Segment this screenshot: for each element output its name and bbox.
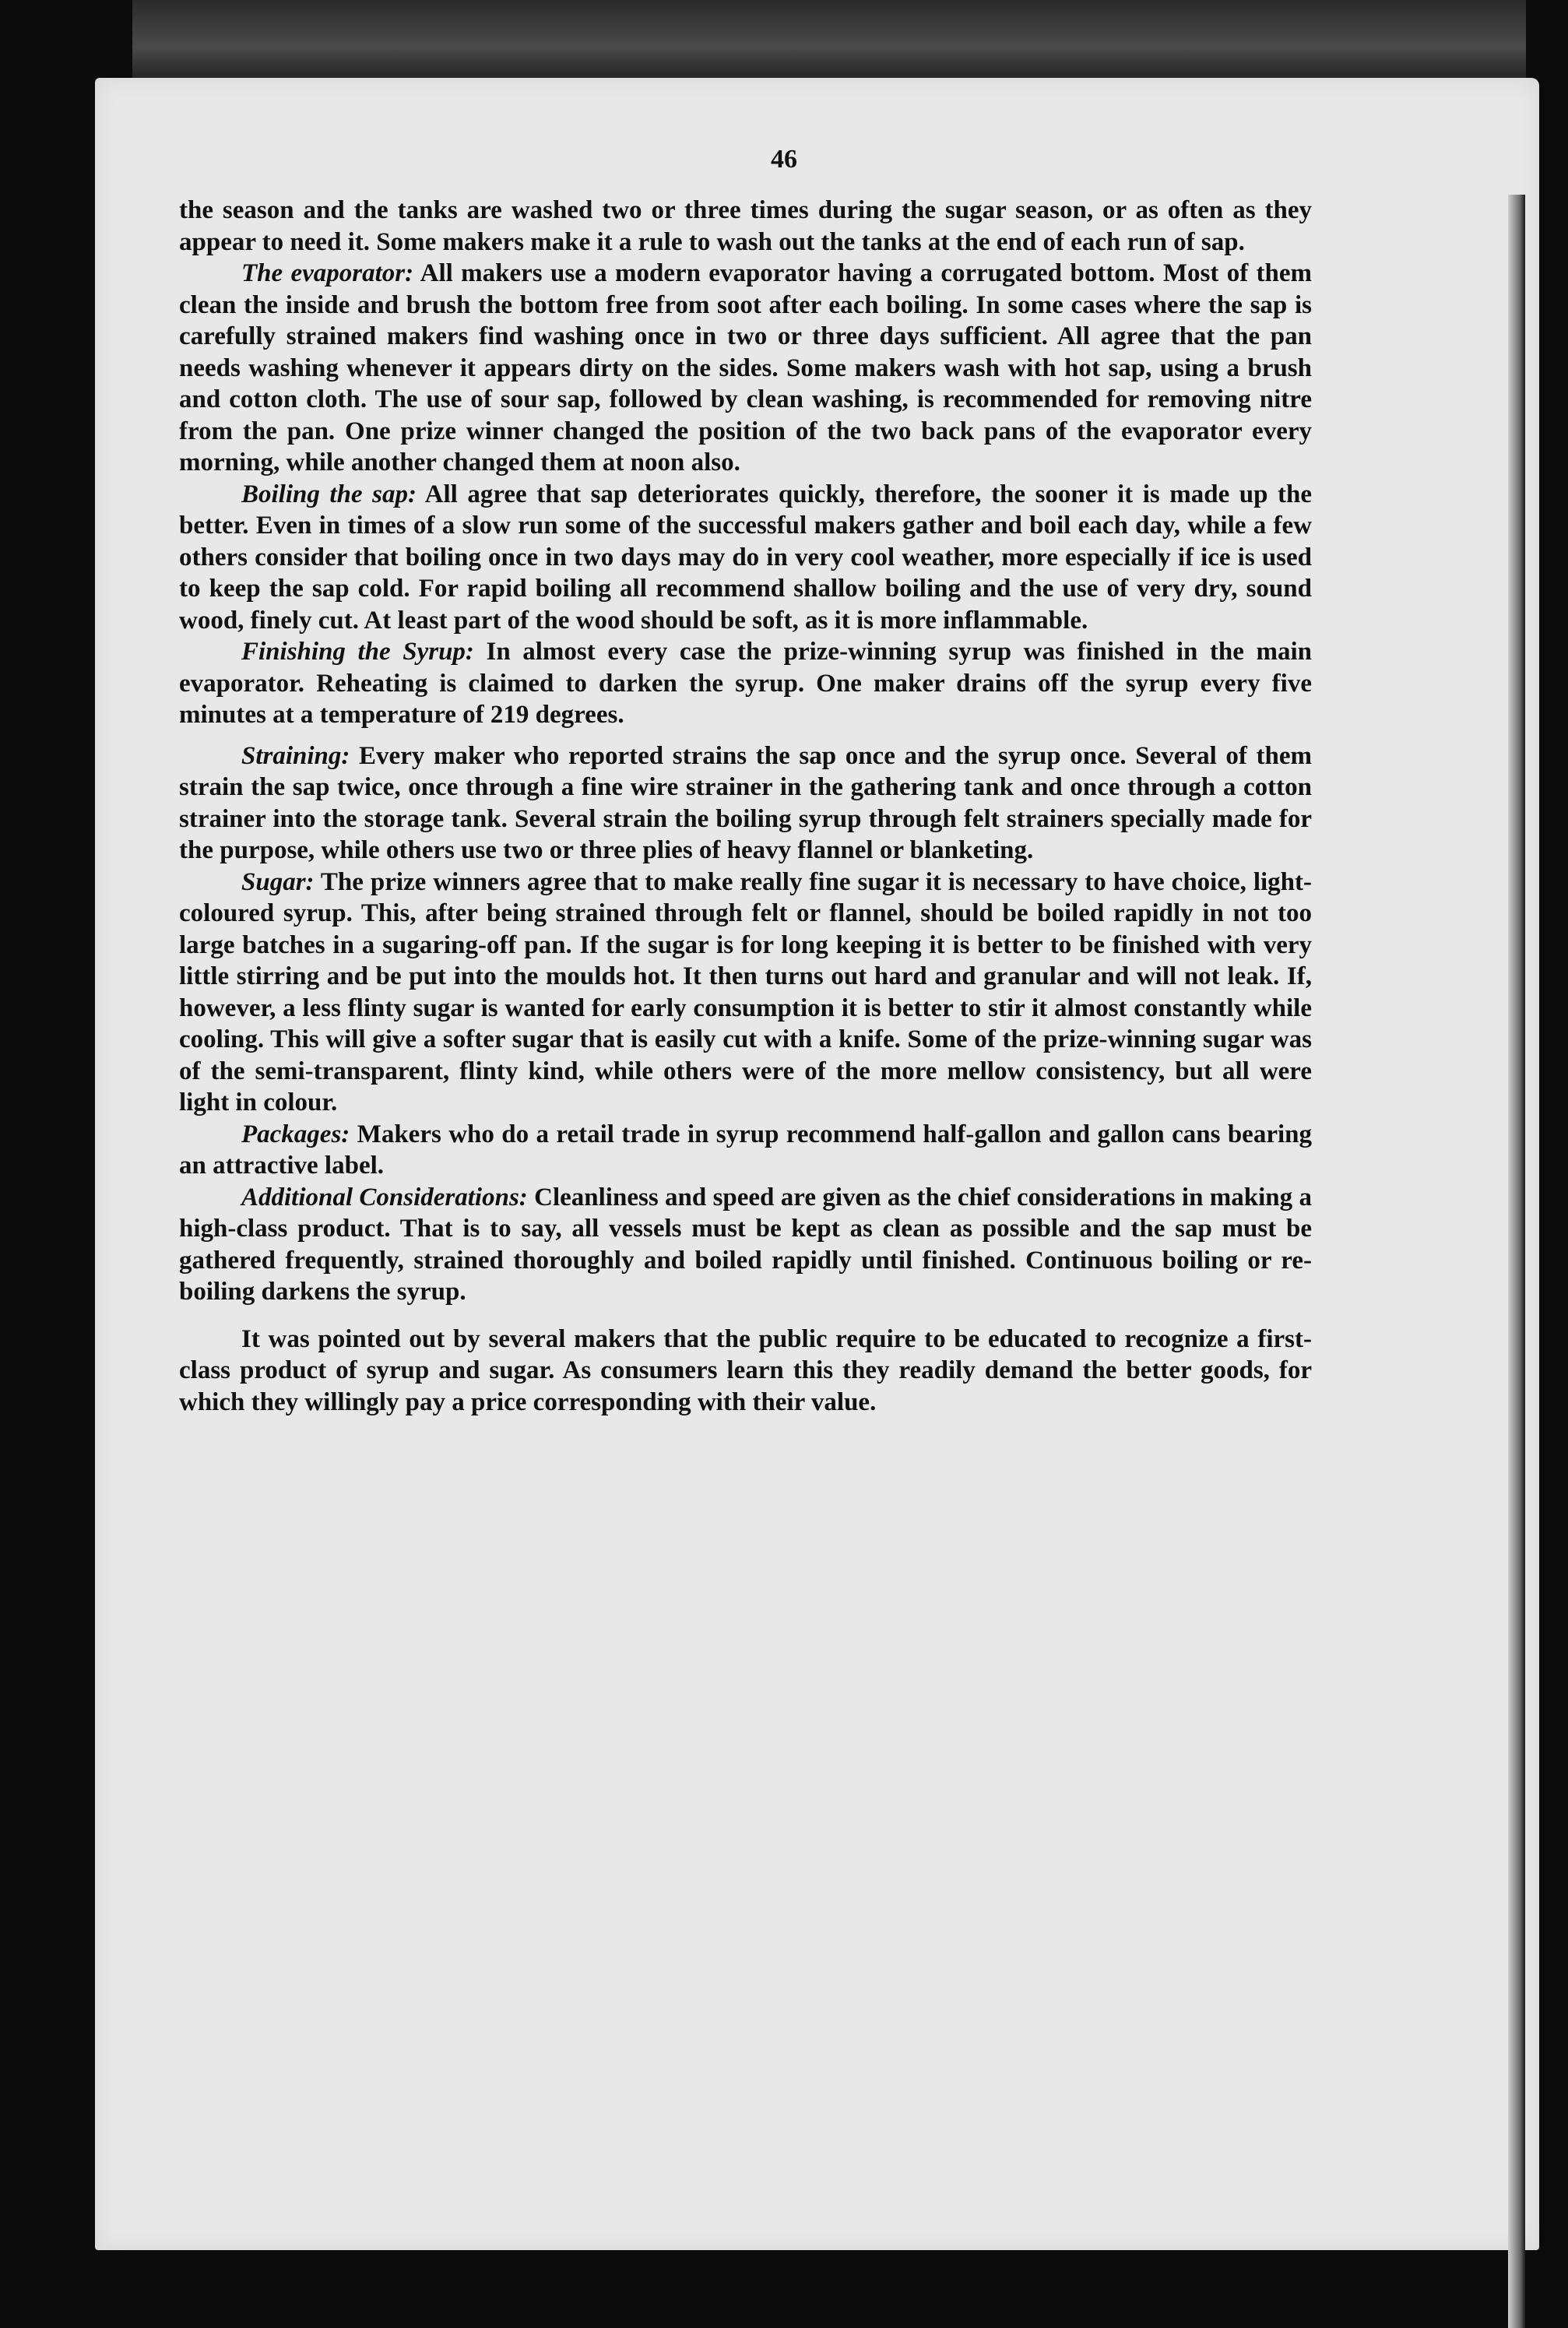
paragraph-evaporator [179, 258, 1312, 479]
paragraph-text: In almost every case the prize-winning syrup was finished in the main evaporator. Reheating is claimed to darken the syrup. One maker drains off the syrup every five minutes at a temperature of 219 degrees. [179, 638, 1312, 729]
paragraph-text: Every maker who reported strains the sap once and the syrup once. Several of them strain the sap twice, once through a fine wire strainer in the gathering tank and once through a cotton strainer into the storage tank. Several strain the boiling syrup through felt strainers specially made for the purpose, while others use two or three plies of heavy flannel or blanketing. [179, 741, 1312, 864]
paragraph-text: It was pointed out by several makers that the public require to be educated to recognize a first-class product of syrup and sugar. As consumers learn this they readily demand the better goods, for which they willingly pay a price corresponding with their value. [179, 1324, 1312, 1416]
section-heading-additional-considerations: Additional Considerations: [241, 1183, 528, 1211]
paragraph-continuation [179, 195, 1312, 258]
paragraph-finishing-syrup [179, 636, 1312, 731]
section-heading-evaporator: The evaporator: [241, 259, 414, 287]
paragraph-closing [179, 1324, 1312, 1419]
paragraph-text: All makers use a modern evaporator having a corrugated bottom. Most of them clean the inside and brush the bottom free from soot after each boiling. In some cases where the sap is carefully strained makers find washing once in two or three days sufficient. All agree that the pan needs washing whenever it appears dirty on the sides. Some makers wash with hot sap, using a brush and cotton cloth. The use of sour sap, followed by clean washing, is recommended for removing nitre from the pan. One prize winner changed the position of the two back pans of the evaporator every morning, while another changed them at noon also. [179, 259, 1312, 477]
section-heading-straining: Straining: [241, 741, 350, 770]
section-heading-finishing-syrup: Finishing the Syrup: [241, 638, 474, 666]
paragraph-text: Makers who do a retail trade in syrup recommend half-gallon and gallon cans bearing an attractive label. [179, 1120, 1312, 1180]
paragraph-sugar [179, 867, 1312, 1119]
paragraph-straining [179, 740, 1312, 867]
paragraph-text: the season and the tanks are washed two or three times during the sugar season, or as often as they appear to need it. Some makers make it a rule to wash out the tanks at the end of each run of sap. [179, 196, 1312, 256]
section-heading-packages: Packages: [241, 1120, 350, 1148]
paragraph-additional-considerations [179, 1182, 1312, 1308]
paragraph-text: Cleanliness and speed are given as the chief considerations in making a high-class product. That is to say, all vessels must be kept as clean as possible and the sap must be gathered frequently, strained thoroughly and boiled rapidly until finished. Continuous boiling or re-boiling darkens the syrup. [179, 1183, 1312, 1306]
paragraph-text: The prize winners agree that to make really fine sugar it is necessary to have choice, light-coloured syrup. This, after being strained through felt or flannel, should be boiled rapidly in not too large batches in a sugaring-off pan. If the sugar is for long keeping it is better to be finished with very little stirring and be put into the moulds hot. It then turns out hard and granular and will not leak. If, however, a less flinty sugar is wanted for early consumption it is better to stir it almost constantly while cooling. This will give a softer sugar that is easily cut with a knife. Some of the prize-winning sugar was of the semi-transparent, flinty kind, while others were of the more mellow consistency, but all were light in colour. [179, 867, 1312, 1117]
paragraph-boiling-sap [179, 479, 1312, 637]
paragraph-packages [179, 1119, 1312, 1182]
section-heading-boiling-sap: Boiling the sap: [241, 480, 417, 508]
page-edge-shadow [1508, 195, 1525, 2328]
paragraph-text: All agree that sap deteriorates quickly, therefore, the sooner it is made up the better. Even in times of a slow run some of the successful makers gather and boil each day, while a few others consider that boiling once in two days may do in very cool weather, more especially if ice is used to keep the sap cold. For rapid boiling all recommend shallow boiling and the use of very dry, sound wood, finely cut. At least part of the wood should be soft, as it is more inflammable. [179, 480, 1312, 635]
section-heading-sugar: Sugar: [241, 867, 315, 896]
scan-top-shadow [132, 0, 1526, 86]
page-body [179, 195, 1312, 1418]
page-number: 46 [771, 145, 797, 174]
